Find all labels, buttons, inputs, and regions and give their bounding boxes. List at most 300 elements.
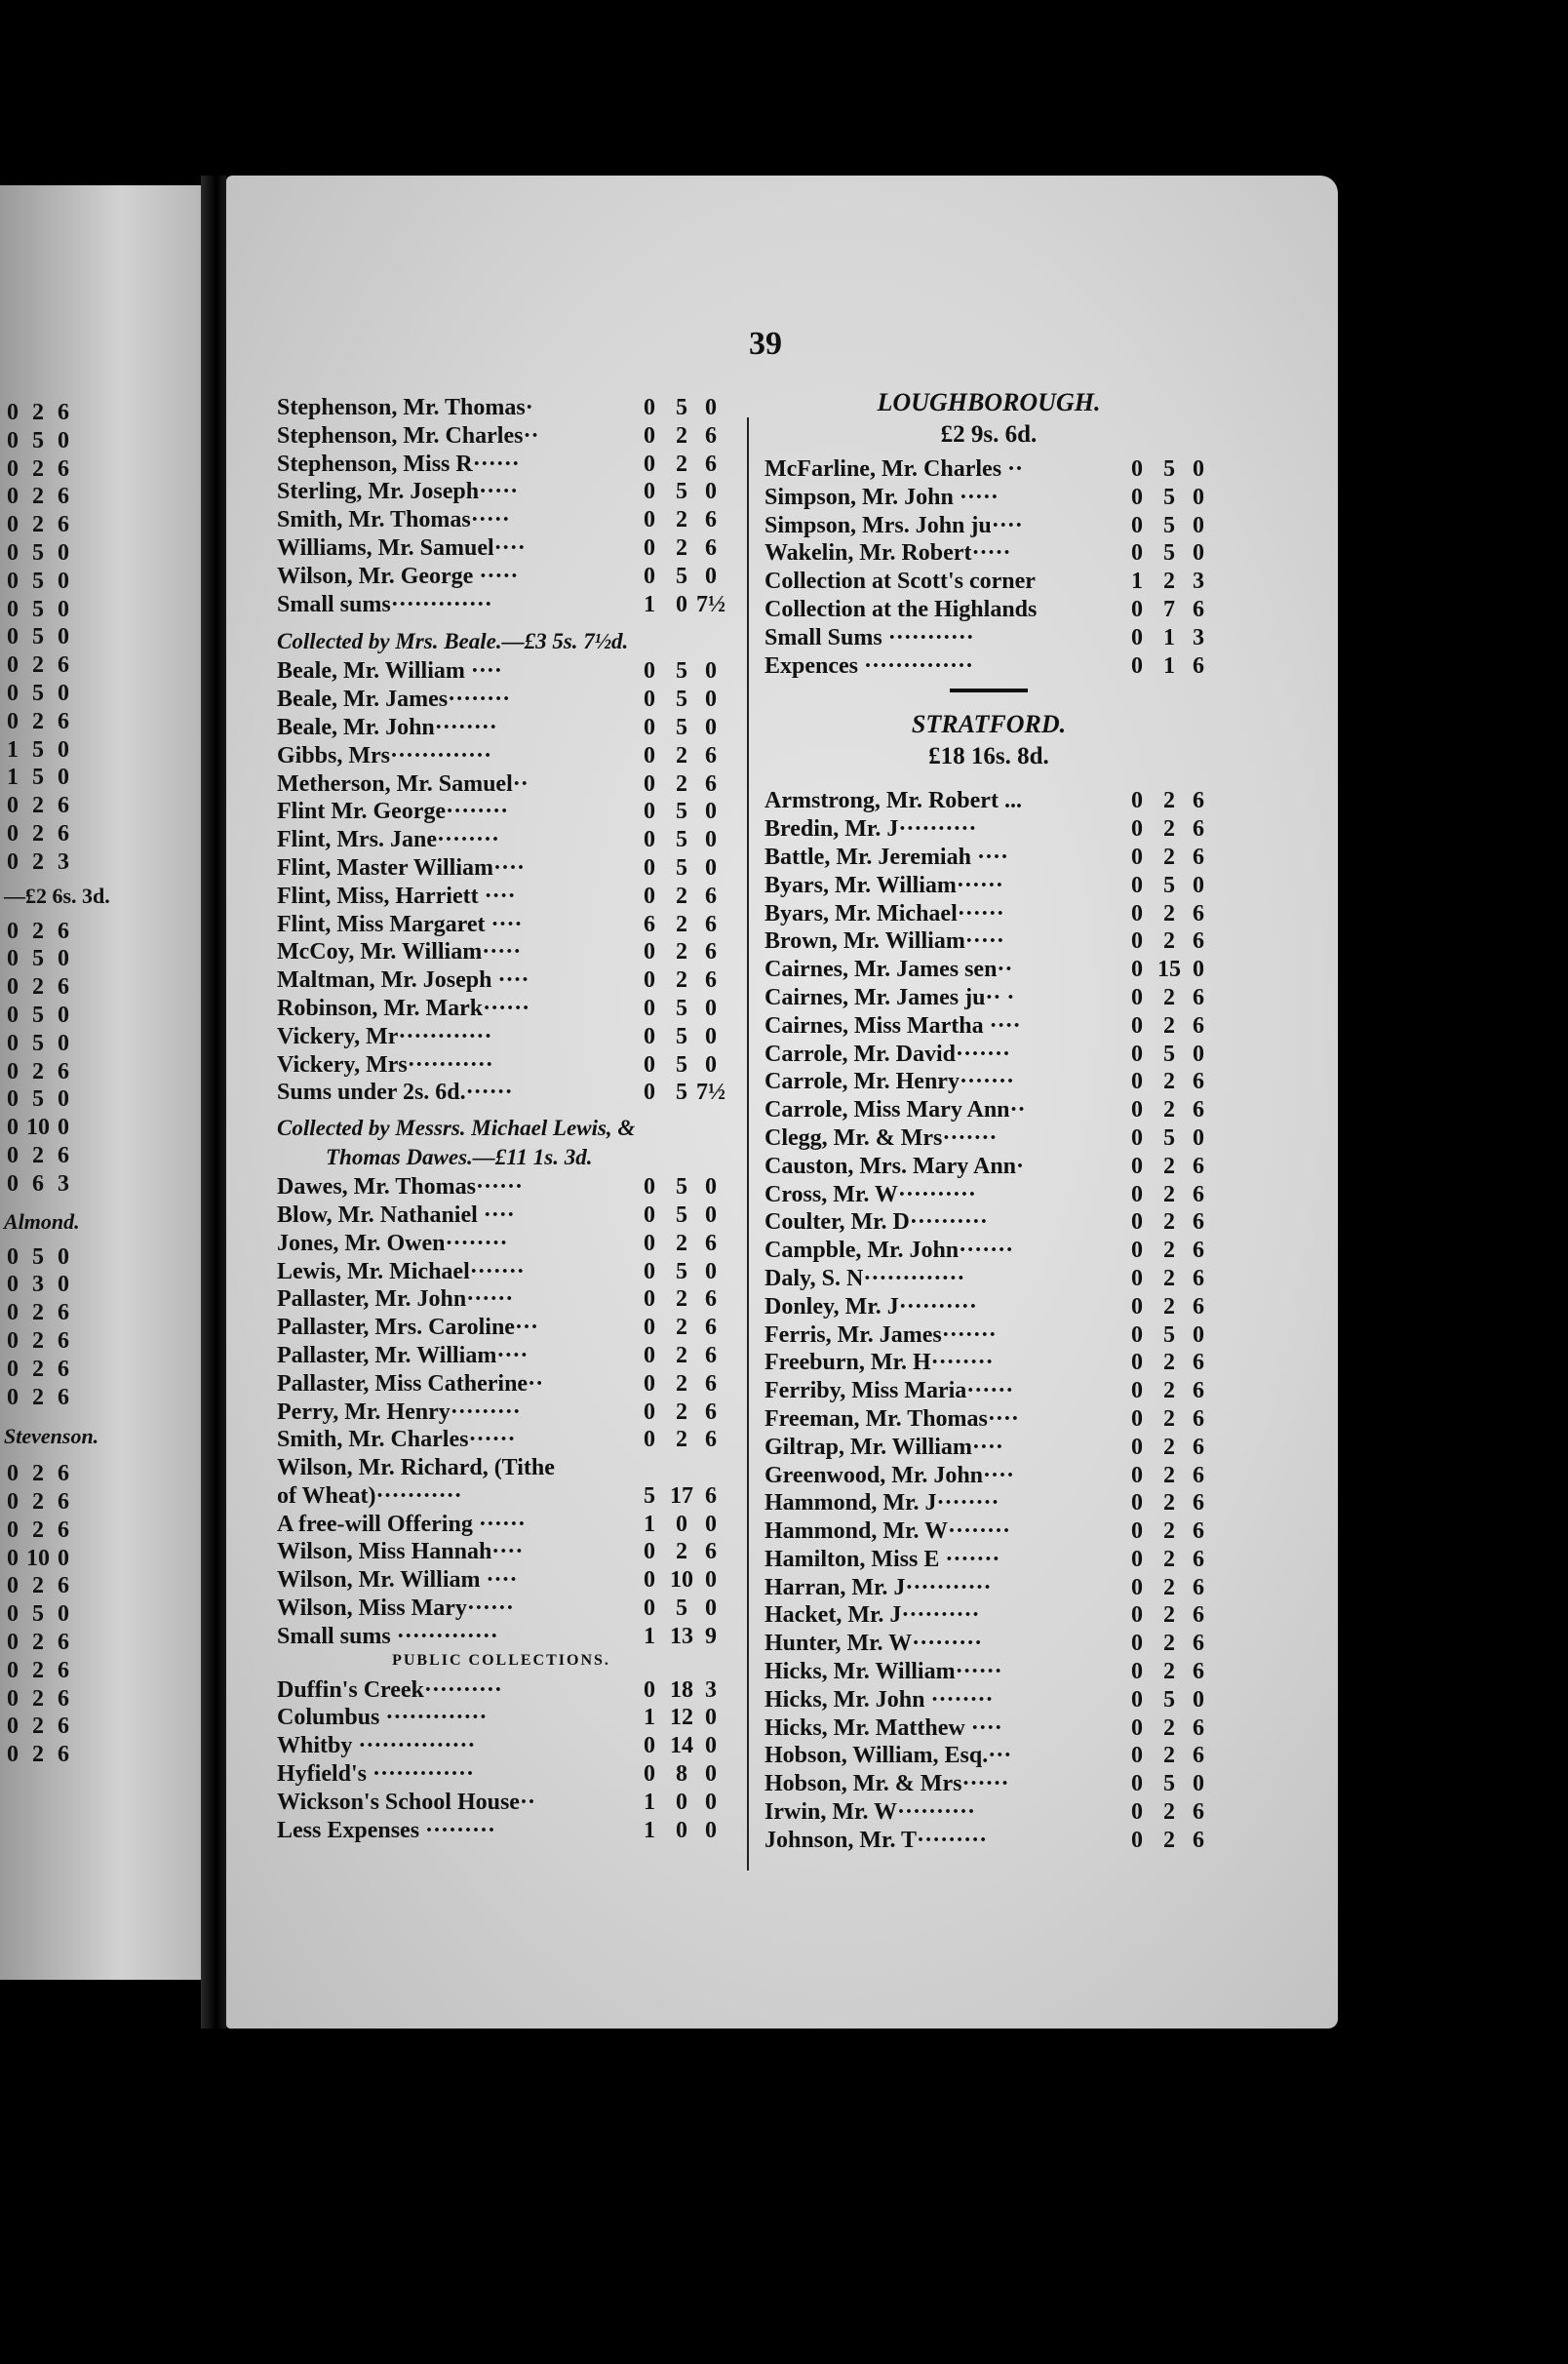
entry-shillings: 2	[1163, 984, 1175, 1010]
amount-cell: 2	[32, 1685, 44, 1712]
entry-row	[764, 569, 1213, 597]
entry-pence: 3	[1193, 569, 1204, 595]
amount-cell: 0	[7, 1714, 19, 1740]
amount-cell: 6	[58, 1573, 69, 1599]
amount-row	[0, 569, 110, 597]
section-rule	[950, 689, 1028, 692]
amount-row	[0, 1461, 110, 1489]
entry-pounds: 1	[644, 1789, 655, 1815]
entry-pence: 6	[1193, 1574, 1204, 1600]
entry-pence: 0	[705, 1567, 717, 1594]
entry-pence: 0	[1193, 484, 1204, 510]
entry-pounds: 0	[644, 507, 655, 533]
entry-name: Freeman, Mr. Thomas····	[764, 1405, 1019, 1432]
entry-shillings: 5	[676, 1023, 687, 1049]
entry-shillings: 5	[676, 563, 687, 589]
entry-pounds: 0	[1131, 1069, 1143, 1095]
entry-shillings: 13	[670, 1623, 693, 1649]
entry-pence: 6	[705, 1315, 717, 1341]
entry-pounds: 0	[1131, 1012, 1143, 1039]
amount-cell: 6	[58, 1742, 69, 1768]
amount-cell: 5	[32, 1030, 44, 1056]
amount-row	[0, 1742, 110, 1770]
entry-shillings: 5	[1163, 1321, 1175, 1348]
amount-row	[0, 400, 110, 428]
entry-shillings: 5	[676, 827, 687, 853]
entry-name: Simpson, Mrs. John ju····	[764, 512, 1023, 538]
amount-cell: 6	[58, 652, 69, 679]
entry-pence: 0	[705, 1789, 717, 1815]
entry-row	[277, 1567, 725, 1596]
entry-shillings: 2	[676, 967, 687, 994]
entry-pence: 6	[1193, 1546, 1204, 1572]
amount-cell: 2	[32, 1714, 44, 1740]
entry-name: Cairnes, Mr. James ju·· ·	[764, 984, 1015, 1010]
entry-name: Wilson, Miss Mary······	[277, 1596, 514, 1622]
entry-shillings: 2	[1163, 1827, 1175, 1853]
entry-row	[764, 597, 1213, 625]
entry-shillings: 10	[670, 1567, 693, 1594]
entry-row	[764, 485, 1213, 513]
amount-cell: 6	[58, 820, 69, 847]
amount-row	[0, 849, 110, 878]
entry-row	[277, 1705, 725, 1733]
entry-shillings: 2	[1163, 1799, 1175, 1826]
amount-cell: 0	[7, 1685, 19, 1712]
entry-pence: 0	[705, 1596, 717, 1622]
entry-pence: 6	[1193, 652, 1204, 679]
entry-pounds: 0	[644, 1370, 655, 1397]
entry-pence: 6	[1193, 1434, 1204, 1460]
entry-row	[764, 1042, 1213, 1070]
entry-row	[764, 625, 1213, 653]
entry-shillings: 2	[676, 911, 687, 937]
entry-pounds: 0	[644, 1676, 655, 1703]
entry-shillings: 15	[1157, 957, 1181, 983]
amount-row	[0, 919, 110, 947]
entry-row	[764, 513, 1213, 541]
entry-pounds: 0	[1131, 1799, 1143, 1826]
entry-row	[277, 771, 725, 800]
amount-cell: 0	[58, 1601, 69, 1628]
entry-pounds: 0	[1131, 872, 1143, 898]
entry-shillings: 1	[1163, 624, 1175, 650]
entry-shillings: 2	[1163, 1181, 1175, 1207]
entry-pence: 6	[705, 742, 717, 768]
amount-cell: 0	[7, 1058, 19, 1084]
entry-name: Ferris, Mr. James·······	[764, 1321, 997, 1348]
entry-name: Freeburn, Mr. H········	[764, 1350, 994, 1376]
amount-cell: 0	[7, 793, 19, 819]
entry-name: Hyfield's ·············	[277, 1761, 475, 1788]
entry-name: Smith, Mr. Thomas·····	[277, 507, 510, 533]
entry-shillings: 0	[676, 1789, 687, 1815]
entry-shillings: 5	[1163, 1041, 1175, 1067]
entry-row	[764, 1715, 1213, 1744]
entry-pounds: 0	[644, 1427, 655, 1453]
entry-name: Gibbs, Mrs·············	[277, 742, 492, 768]
entry-name: Coulter, Mr. D··········	[764, 1209, 988, 1236]
entry-row	[764, 1322, 1213, 1351]
amount-cell: 0	[7, 848, 19, 875]
entry-name: Expences ··············	[764, 652, 974, 679]
entry-pence: 6	[1193, 816, 1204, 843]
entry-shillings: 17	[670, 1482, 693, 1509]
amount-cell: 0	[7, 539, 19, 566]
entry-pence: 6	[1193, 1209, 1204, 1236]
entry-row	[764, 1406, 1213, 1435]
amount-cell: 0	[58, 568, 69, 594]
amount-cell: 0	[7, 1086, 19, 1113]
middle-column	[277, 395, 725, 1845]
entry-pounds: 0	[1131, 1209, 1143, 1236]
entry-row	[764, 957, 1213, 985]
entry-pence: 6	[1193, 928, 1204, 955]
left-fragment-column	[0, 400, 110, 1770]
entry-pounds: 0	[644, 939, 655, 965]
entry-name: Campble, Mr. John·······	[764, 1238, 1014, 1264]
amount-cell: 6	[58, 1356, 69, 1382]
amount-cell: 0	[58, 1002, 69, 1028]
entry-row	[277, 1455, 725, 1483]
amount-cell: 0	[7, 427, 19, 453]
amount-cell: 0	[7, 1115, 19, 1141]
amount-row	[0, 681, 110, 709]
entry-pence: 6	[705, 1427, 717, 1453]
entry-pounds: 0	[1131, 540, 1143, 567]
amount-cell: 3	[32, 1272, 44, 1298]
entry-pounds: 0	[1131, 1574, 1143, 1600]
entry-row	[277, 1596, 725, 1624]
entry-shillings: 5	[676, 1258, 687, 1284]
entry-pounds: 0	[644, 395, 655, 420]
entry-row	[277, 1483, 725, 1512]
entry-pence: 6	[1193, 1714, 1204, 1741]
entry-row	[764, 1547, 1213, 1575]
entry-pounds: 0	[644, 1342, 655, 1368]
entry-pounds: 0	[1131, 1041, 1143, 1067]
entry-row	[764, 1575, 1213, 1603]
entry-pounds: 0	[1131, 1097, 1143, 1123]
entry-shillings: 5	[676, 1080, 687, 1106]
amount-row	[0, 1328, 110, 1357]
entry-pounds: 1	[644, 591, 655, 617]
entry-row	[764, 1463, 1213, 1491]
amount-cell: 6	[58, 1058, 69, 1084]
amount-cell: 1	[7, 765, 19, 791]
amount-row	[0, 1601, 110, 1630]
amount-cell: 2	[32, 1461, 44, 1487]
amount-cell: 0	[58, 1545, 69, 1571]
entry-name: Small sums·············	[277, 591, 492, 617]
amount-row	[0, 1658, 110, 1686]
amount-cell: 5	[32, 1243, 44, 1270]
entry-pence: 6	[1193, 1293, 1204, 1320]
entry-row	[277, 939, 725, 967]
entry-name: Hunter, Mr. W·········	[764, 1631, 983, 1657]
entry-shillings: 2	[1163, 1602, 1175, 1629]
entry-name: Blow, Mr. Nathaniel ····	[277, 1202, 515, 1228]
amount-cell: 2	[32, 1742, 44, 1768]
amount-cell: 0	[7, 484, 19, 510]
entry-name: Byars, Mr. William······	[764, 872, 1003, 898]
entry-name: Giltrap, Mr. William····	[764, 1434, 1003, 1460]
entry-pence: 7½	[696, 591, 725, 617]
entry-pounds: 0	[644, 742, 655, 768]
entry-shillings: 2	[1163, 1293, 1175, 1320]
amount-cell: 6	[58, 918, 69, 944]
entry-pounds: 0	[644, 658, 655, 685]
entry-pounds: 0	[644, 1051, 655, 1078]
entry-row	[277, 658, 725, 687]
entry-pounds: 0	[644, 451, 655, 477]
entry-row	[277, 1677, 725, 1706]
amount-row	[0, 1357, 110, 1385]
entry-name: Carrole, Miss Mary Ann··	[764, 1097, 1026, 1123]
amount-cell: 2	[32, 1573, 44, 1599]
entry-pence: 0	[1193, 1771, 1204, 1797]
entry-name: Collection at the Highlands	[764, 596, 1038, 622]
entry-shillings: 5	[1163, 1124, 1175, 1151]
entry-shillings: 2	[1163, 1012, 1175, 1039]
entry-shillings: 2	[676, 1315, 687, 1341]
entry-name: Collection at Scott's corner	[764, 569, 1036, 595]
entry-pence: 6	[1193, 984, 1204, 1010]
entry-row	[764, 788, 1213, 816]
entry-pounds: 0	[1131, 1659, 1143, 1685]
entry-pounds: 0	[644, 827, 655, 853]
entry-name: Sums under 2s. 6d.······	[277, 1080, 513, 1106]
entry-pence: 6	[705, 1482, 717, 1509]
amount-cell: 2	[32, 1327, 44, 1354]
entry-row	[277, 1024, 725, 1052]
loughborough-title: LOUGHBOROUGH.	[877, 388, 1101, 416]
entry-pounds: 1	[644, 1705, 655, 1731]
amount-cell: 2	[32, 1489, 44, 1516]
entry-row	[277, 423, 725, 452]
entry-pence: 0	[705, 827, 717, 853]
amount-cell: 0	[58, 1115, 69, 1141]
amount-cell: 5	[32, 765, 44, 791]
entry-shillings: 5	[676, 995, 687, 1021]
amount-row	[0, 512, 110, 540]
entry-pounds: 0	[1131, 1181, 1143, 1207]
entry-pounds: 0	[644, 1596, 655, 1622]
entry-shillings: 5	[676, 799, 687, 825]
entry-row	[764, 1602, 1213, 1631]
entry-name: Metherson, Mr. Samuel··	[277, 770, 529, 797]
entry-shillings: 2	[1163, 1574, 1175, 1600]
entry-shillings: 2	[1163, 1434, 1175, 1460]
entry-name: Ferriby, Miss Maria······	[764, 1378, 1014, 1404]
amount-cell: 2	[32, 1630, 44, 1656]
section-heading-lewis: Collected by Messrs. Michael Lewis, &	[277, 1116, 636, 1141]
entry-shillings: 5	[1163, 1686, 1175, 1713]
amount-cell: 6	[58, 484, 69, 510]
amount-row	[0, 1686, 110, 1714]
entry-name: Williams, Mr. Samuel····	[277, 534, 526, 561]
entry-row	[277, 855, 725, 884]
entry-name: Hacket, Mr. J··········	[764, 1602, 980, 1629]
amount-cell: 6	[58, 1657, 69, 1683]
entry-shillings: 2	[1163, 1518, 1175, 1545]
entry-pence: 6	[1193, 1069, 1204, 1095]
entry-name: Pallaster, Mr. John······	[277, 1286, 514, 1313]
amount-cell: 0	[7, 1573, 19, 1599]
amount-cell: 5	[32, 568, 44, 594]
entry-name: Maltman, Mr. Joseph ····	[277, 967, 529, 994]
entry-name: Hicks, Mr. Matthew ····	[764, 1714, 1002, 1741]
entry-pounds: 0	[1131, 652, 1143, 679]
entry-name: Causton, Mrs. Mary Ann·	[764, 1153, 1025, 1179]
entry-row	[277, 996, 725, 1024]
entry-row	[764, 1743, 1213, 1771]
entry-name: Byars, Mr. Michael······	[764, 900, 1004, 926]
entry-name: Columbus ·············	[277, 1705, 488, 1731]
entry-shillings: 2	[1163, 1069, 1175, 1095]
entry-row	[764, 901, 1213, 929]
entry-pounds: 0	[1131, 844, 1143, 870]
entry-shillings: 2	[676, 1230, 687, 1256]
entry-row	[764, 928, 1213, 957]
entry-shillings: 2	[1163, 1743, 1175, 1769]
amount-cell: 2	[32, 1517, 44, 1543]
amount-cell: 2	[32, 652, 44, 679]
entry-name: Hobson, William, Esq.···	[764, 1743, 1012, 1769]
loughborough-total: £2 9s. 6d.	[940, 421, 1038, 448]
entry-pence: 6	[1193, 1743, 1204, 1769]
amount-cell: 0	[7, 568, 19, 594]
amount-cell: 5	[32, 427, 44, 453]
entry-shillings: 5	[676, 1174, 687, 1201]
entry-pounds: 0	[1131, 484, 1143, 510]
entry-pence: 9	[705, 1623, 717, 1649]
entry-pounds: 0	[644, 1258, 655, 1284]
entry-name: Flint, Master William····	[277, 854, 526, 881]
entry-row	[277, 479, 725, 507]
amount-cell: 6	[58, 1327, 69, 1354]
entry-shillings: 2	[676, 939, 687, 965]
entry-row	[764, 1154, 1213, 1182]
entry-name: Pallaster, Mrs. Caroline···	[277, 1315, 538, 1341]
amount-cell: 0	[58, 624, 69, 650]
entry-row	[277, 1052, 725, 1081]
entry-row	[277, 1539, 725, 1567]
entry-row	[277, 827, 725, 855]
amount-cell: 3	[58, 1170, 69, 1197]
entry-pounds: 0	[1131, 1153, 1143, 1179]
amount-cell: 0	[7, 918, 19, 944]
entry-pounds: 0	[1131, 1743, 1143, 1769]
entry-name: Robinson, Mr. Mark······	[277, 995, 530, 1021]
entry-pence: 6	[705, 422, 717, 449]
amount-cell: 6	[58, 1630, 69, 1656]
amount-cell: 2	[32, 820, 44, 847]
entry-shillings: 5	[676, 1202, 687, 1228]
entry-row	[764, 1182, 1213, 1210]
amount-cell: 0	[58, 680, 69, 706]
entry-row	[764, 1518, 1213, 1547]
amount-cell: 0	[58, 539, 69, 566]
amount-row	[0, 1059, 110, 1087]
entry-shillings: 18	[670, 1676, 693, 1703]
entry-pounds: 0	[1131, 1827, 1143, 1853]
entry-pence: 6	[705, 1286, 717, 1313]
left-page-fragment	[0, 185, 201, 1980]
entry-pounds: 0	[1131, 1321, 1143, 1348]
amount-row	[0, 946, 110, 974]
entry-pence: 6	[1193, 1181, 1204, 1207]
entry-pounds: 5	[644, 1482, 655, 1509]
entry-row	[277, 715, 725, 743]
right-column	[764, 388, 1213, 1856]
entry-pounds: 0	[1131, 1434, 1143, 1460]
amount-cell: 0	[7, 1657, 19, 1683]
entry-pounds: 0	[644, 563, 655, 589]
entry-row	[277, 1286, 725, 1315]
entry-row	[764, 1659, 1213, 1687]
entry-row	[277, 1315, 725, 1343]
amount-cell: 0	[7, 1300, 19, 1326]
entry-pence: 6	[1193, 1462, 1204, 1488]
entry-pence: 3	[1193, 624, 1204, 650]
entry-pence: 6	[1193, 1238, 1204, 1264]
amount-cell: 5	[32, 680, 44, 706]
entry-name: McFarline, Mr. Charles ··	[764, 456, 1024, 482]
amount-cell: 0	[58, 1243, 69, 1270]
entry-row	[277, 1080, 725, 1108]
amount-row	[0, 1244, 110, 1273]
entry-name: Hicks, Mr. John ········	[764, 1686, 994, 1713]
entry-pounds: 0	[644, 770, 655, 797]
entry-row	[764, 1631, 1213, 1659]
entry-shillings: 5	[676, 479, 687, 505]
entry-pounds: 6	[644, 911, 655, 937]
entry-row	[277, 1371, 725, 1399]
amount-cell: 6	[58, 1142, 69, 1168]
amount-cell: 6	[58, 1461, 69, 1487]
entry-pence: 0	[705, 1817, 717, 1843]
amount-cell: 0	[7, 1243, 19, 1270]
entry-name: Carrole, Mr. Henry·······	[764, 1069, 1014, 1095]
entry-shillings: 0	[676, 1817, 687, 1843]
amount-row	[0, 597, 110, 625]
amount-cell: 0	[7, 400, 19, 425]
entry-pounds: 0	[1131, 984, 1143, 1010]
amount-cell: 0	[58, 736, 69, 763]
entry-row	[764, 540, 1213, 569]
amount-row	[0, 709, 110, 737]
amount-cell: 2	[32, 400, 44, 425]
entry-row	[277, 535, 725, 564]
amount-row	[0, 1385, 110, 1413]
entry-row	[764, 1799, 1213, 1828]
entry-pence: 0	[705, 1051, 717, 1078]
entry-shillings: 2	[1163, 1153, 1175, 1179]
entry-pence: 0	[705, 799, 717, 825]
amount-cell: 6	[58, 1300, 69, 1326]
entry-row	[277, 687, 725, 715]
entry-row	[764, 1266, 1213, 1294]
entry-pence: 6	[705, 939, 717, 965]
amount-cell: 0	[58, 596, 69, 622]
amount-row	[0, 765, 110, 793]
amount-row	[0, 624, 110, 652]
amount-cell: 3	[58, 848, 69, 875]
amount-row	[0, 540, 110, 569]
entry-name: Sterling, Mr. Joseph·····	[277, 479, 519, 505]
amount-cell: 2	[32, 1142, 44, 1168]
